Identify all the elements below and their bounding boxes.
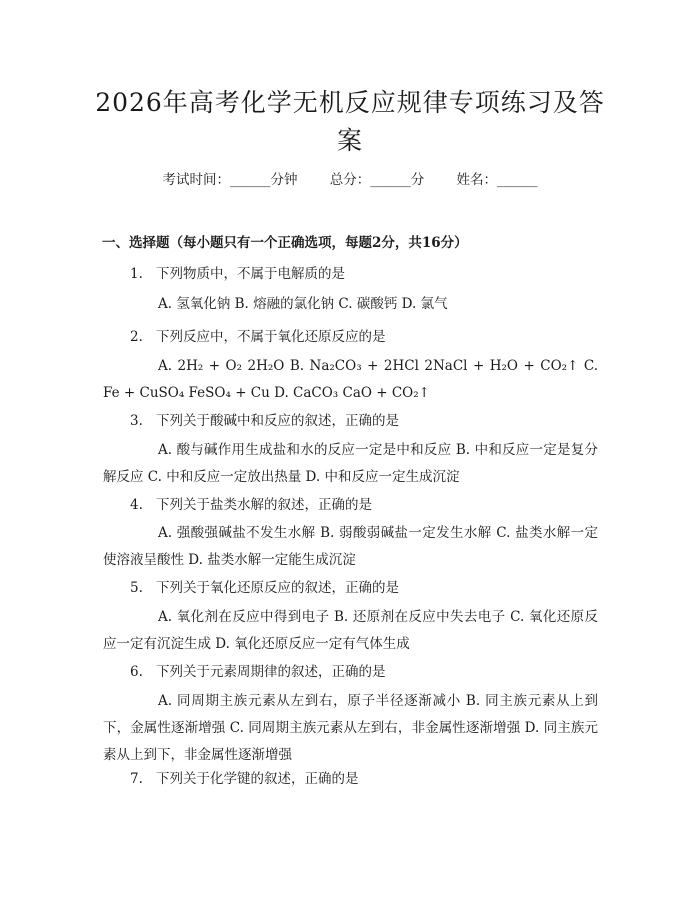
- section-heading: 一、选择题（每小题只有一个正确选项，每题2分，共16分）: [102, 235, 468, 251]
- question-text: 下列关于化学键的叙述，正确的是: [156, 771, 359, 787]
- question-options: A. 同周期主族元素从左到右，原子半径逐渐减小 B. 同主族元素从上到下，金属性逐渐增强 C. 同周期主族元素从左到右，非金属性逐渐增强 D. 同主族元素从上到下，非金属性逐渐增强: [103, 693, 598, 763]
- question-number: 5.: [130, 580, 143, 596]
- question-stem: [130, 493, 372, 513]
- question-stem: [130, 767, 359, 787]
- total-score-field: 总分：______分: [329, 172, 425, 188]
- question-options: A. 强酸强碱盐不发生水解 B. 弱酸弱碱盐一定发生水解 C. 盐类水解一定使溶液呈酸性 D. 盐类水解一定能生成沉淀: [103, 525, 598, 568]
- question-text: 下列关于元素周期律的叙述，正确的是: [156, 664, 386, 680]
- question-stem: [130, 576, 399, 596]
- question-text: 下列关于酸碱中和反应的叙述，正确的是: [156, 413, 399, 429]
- question-stem: [130, 409, 399, 429]
- question-stem: [130, 660, 386, 680]
- question-text: 下列反应中，不属于氧化还原反应的是: [156, 329, 386, 345]
- student-name-field: 姓名：______: [456, 172, 538, 188]
- question-text: 下列关于盐类水解的叙述，正确的是: [156, 497, 372, 513]
- question-number: 7.: [130, 771, 143, 787]
- question-number: 3.: [130, 413, 143, 429]
- question-options: A. 酸与碱作用生成盐和水的反应一定是中和反应 B. 中和反应一定是复分解反应 C. 中和反应一定放出热量 D. 中和反应一定生成沉淀: [103, 442, 598, 485]
- exam-meta: [0, 168, 700, 188]
- question-number: 6.: [130, 664, 143, 680]
- question-text: 下列物质中，不属于电解质的是: [156, 266, 345, 282]
- question-options: A. 2H₂ + O₂ 2H₂O B. Na₂CO₃ + 2HCl 2NaCl + H₂O + CO₂↑ C. Fe + CuSO₄ FeSO₄ + Cu D. CaCO₃ CaO + CO₂↑: [103, 358, 598, 401]
- question-number: 4.: [130, 497, 143, 513]
- question-stem: [130, 325, 386, 345]
- question-number: 1.: [130, 266, 143, 282]
- page-title: 2026年高考化学无机反应规律专项练习及答案: [95, 88, 605, 155]
- question-number: 2.: [130, 329, 143, 345]
- question-stem: [130, 262, 345, 282]
- question-options: A. 氢氧化钠 B. 熔融的氯化钠 C. 碳酸钙 D. 氯气: [158, 296, 448, 312]
- question-options: A. 氧化剂在反应中得到电子 B. 还原剂在反应中失去电子 C. 氧化还原反应一定有沉淀生成 D. 氧化还原反应一定有气体生成: [103, 609, 598, 652]
- exam-time-field: 考试时间：______分钟: [162, 172, 298, 188]
- question-text: 下列关于氧化还原反应的叙述，正确的是: [156, 580, 399, 596]
